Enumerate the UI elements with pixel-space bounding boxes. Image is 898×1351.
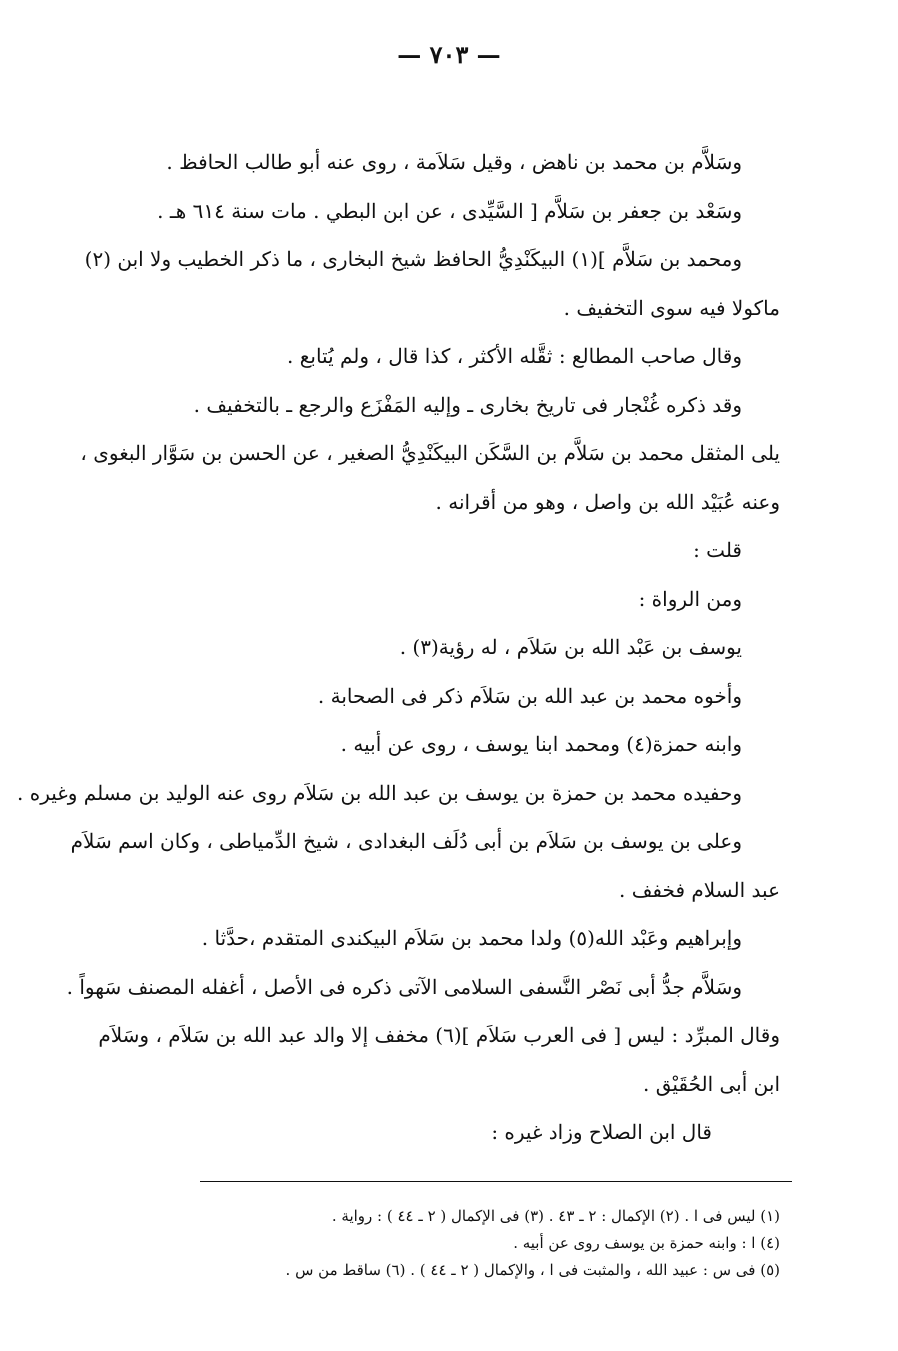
footnote-line: (٤) ا : وابنه حمزة بن يوسف روى عن أبيه . [513,1234,780,1252]
text-line: وإبراهيم وعَبْد الله(٥) ولدا محمد بن سَلاَم البيكندى المتقدم ،حدَّثا . [201,926,742,950]
text-line: وسَلاَّم بن محمد بن ناهض ، وقيل سَلاَمة ، روى عنه أبو طالب الحافظ . [166,150,742,174]
text-line: ومحمد بن سَلاَّم ](١) البيكَنْدِيُّ الحافظ شيخ البخارى ، ما ذكر الخطيب ولا ابن (٢) [84,247,742,271]
footnote-divider [200,1181,792,1182]
text-line: وعلى بن يوسف بن سَلاَم بن أبى دُلَف البغدادى ، شيخ الدِّمياطى ، وكان اسم سَلاَم [70,829,742,853]
text-line: ماكولا فيه سوى التخفيف . [563,295,780,320]
text-line: قلت : [693,538,742,562]
text-line: وأخوه محمد بن عبد الله بن سَلاَم ذكر فى الصحابة . [317,683,742,708]
text-line: ابن أبى الحُقَيْق . [643,1071,780,1096]
text-line: ومن الرواة : [638,586,742,611]
text-line: عبد السلام فخفف . [619,877,780,902]
text-line: وسَعْد بن جعفر بن سَلاَّم [ السَّيِّدى ، عن ابن البطي . مات سنة ٦١٤ هـ . [157,198,742,223]
page-number: — ٧٠٣ — [397,40,501,69]
text-line: وقال المبرِّد : ليس [ فى العرب سَلاَم ](٦) مخفف إلا والد عبد الله بن سَلاَم ، وسَلاَم [98,1023,780,1047]
text-line: وسَلاَّم جدُّ أبى نَصْر النَّسفى السلامى الآتى ذكره فى الأصل ، أغفله المصنف سَهواً . [66,974,742,999]
text-line: وقد ذكره غُنْجار فى تاريخ بخارى ـ وإليه المَفْزَع والرجع ـ بالتخفيف . [193,392,742,417]
text-line: وعنه عُبَيْد الله بن واصل ، وهو من أقرانه . [435,489,780,514]
text-line: قال ابن الصلاح وزاد غيره : [491,1120,712,1144]
footnotes [118,1203,780,1284]
body-text [17,138,780,1157]
text-line: وقال صاحب المطالع : ثقَّله الأكثر ، كذا قال ، ولم يُتابع . [287,344,742,368]
text-line: وابنه حمزة(٤) ومحمد ابنا يوسف ، روى عن أبيه . [340,732,742,756]
text-line: وحفيده محمد بن حمزة بن يوسف بن عبد الله بن سَلاَم روى عنه الوليد بن مسلم وغيره . [17,780,742,805]
text-line: يوسف بن عَبْد الله بن سَلاَم ، له رؤية(٣) . [399,635,742,659]
footnote-line: (١) ليس فى ا . (٢) الإكمال : ٢ ـ ٤٣ . (٣) فى الإكمال ( ٢ ـ ٤٤ ) : رواية . [331,1207,780,1225]
text-line: يلى المثقل محمد بن سَلاَّم بن السَّكَن البيكَنْدِيُّ الصغير ، عن الحسن بن سَوَّار البغوى ، [80,441,780,465]
footnote-line: (٥) فى س : عبيد الله ، والمثبت فى ا ، والإكمال ( ٢ ـ ٤٤ ) . (٦) ساقط من س . [285,1261,780,1279]
